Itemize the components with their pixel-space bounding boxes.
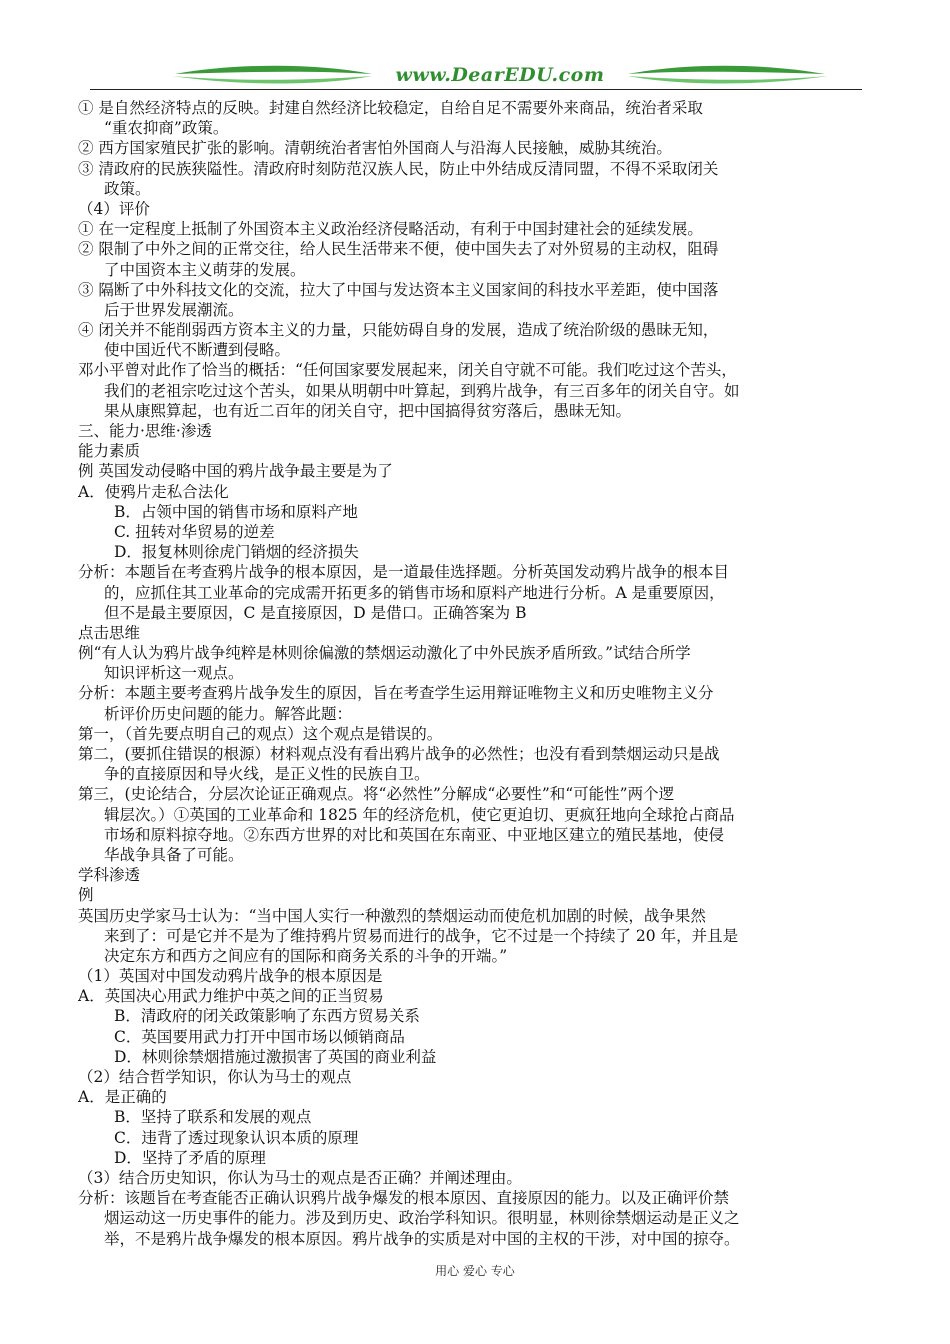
text-line: 果从康熙算起，也有近二百年的闭关自守，把中国搞得贫穷落后，愚昧无知。: [104, 401, 632, 420]
text-line: 第一，（首先要点明自己的观点）这个观点是错误的。: [78, 724, 443, 743]
page-footer: 用心 爱心 专心: [435, 1264, 515, 1278]
text-line: 使中国近代不断遭到侵略。: [104, 341, 291, 360]
text-line: 决定东方和西方之间应有的国际和商务关系的斗争的开端。”: [104, 946, 508, 965]
text-line: 知识评析这一观点。: [104, 664, 244, 683]
option-line: C．英国要用武力打开中国市场以倾销商品: [114, 1027, 405, 1046]
text-line: 分析：本题主要考查鸦片战争发生的原因，旨在考查学生运用辩证唯物主义和历史唯物主义分: [78, 684, 714, 703]
text-line: 第三，(史论结合，分层次论证正确观点。将“必然性”分解成“必要性”和“可能性”两个逻: [78, 785, 675, 804]
question-stem: （1）英国对中国发动鸦片战争的根本原因是: [78, 967, 383, 986]
text-line: 的，应抓住其工业革命的完成需开拓更多的销售市场和原料产地进行分析。A 是重要原因，: [104, 583, 725, 602]
text-line: 后于世界发展潮流。: [104, 300, 244, 319]
text-line: ① 在一定程度上抵制了外国资本主义政治经济侵略活动，有利于中国封建社会的延续发展。: [78, 220, 703, 239]
text-line: 举，不是鸦片战争爆发的根本原因。鸦片战争的实质是对中国的主权的干涉，对中国的掠夺。: [104, 1229, 740, 1248]
text-line: 英国历史学家马士认为：“当中国人实行一种激烈的禁烟运动而使危机加剧的时候，战争果然: [78, 906, 706, 925]
question-stem: （3）结合历史知识，你认为马士的观点是否正确？并阐述理由。: [78, 1168, 522, 1187]
text-line: 邓小平曾对此作了恰当的概括：“任何国家要发展起来，闭关自守就不可能。我们吃过这个苦头，: [78, 361, 737, 380]
text-line: 了中国资本主义萌芽的发展。: [104, 260, 306, 279]
text-line: 市场和原料掠夺地。②东西方世界的对比和英国在东南亚、中亚地区建立的殖民基地，使侵: [104, 825, 725, 844]
header-divider: [90, 89, 862, 90]
option-line: A．英国决心用武力维护中英之间的正当贸易: [78, 987, 384, 1006]
option-line: C. 扭转对华贸易的逆差: [114, 522, 275, 541]
site-brand: www.DearEDU.com: [395, 64, 605, 86]
option-line: A．使鸦片走私合法化: [78, 482, 229, 501]
option-line: B．占领中国的销售市场和原料产地: [114, 502, 358, 521]
text-line: 烟运动这一历史事件的能力。涉及到历史、政治学科知识。很明显，林则徐禁烟运动是正义之: [104, 1209, 740, 1228]
site-header-logo: [80, 56, 870, 96]
text-line: ② 限制了中外之间的正常交往，给人民生活带来不便，使中国失去了对外贸易的主动权，阻碍: [78, 240, 719, 259]
question-stem: 例“有人认为鸦片战争纯粹是林则徐偏激的禁烟运动激化了中外民族矛盾所致。”试结合所学: [78, 644, 691, 663]
section-heading: 三、能力·思维·渗透: [78, 422, 212, 440]
question-stem: 例 英国发动侵略中国的鸦片战争最主要是为了: [78, 462, 393, 481]
text-line: 分析：本题旨在考查鸦片战争的根本原因，是一道最佳选择题。分析英国发动鸦片战争的根本目: [78, 563, 730, 582]
text-line: ③ 隔断了中外科技文化的交流，拉大了中国与发达资本主义国家间的科技水平差距，使中国落: [78, 280, 719, 299]
section-heading: （4）评价: [78, 199, 150, 218]
text-line: 例: [78, 886, 94, 905]
option-line: A．是正确的: [78, 1088, 167, 1107]
subsection-heading: 能力素质: [78, 442, 141, 461]
option-line: C．违背了透过现象认识本质的原理: [114, 1128, 359, 1147]
question-stem: （2）结合哲学知识，你认为马士的观点: [78, 1068, 352, 1086]
text-line: 我们的老祖宗吃过这个苦头，如果从明朝中叶算起，到鸦片战争，有三百多年的闭关自守。如: [104, 381, 740, 400]
subsection-heading: 学科渗透: [78, 866, 141, 885]
option-line: D．坚持了矛盾的原理: [114, 1148, 266, 1167]
text-line: ③ 清政府的民族狭隘性。清政府时刻防范汉族人民，防止中外结成反清同盟，不得不采取闭关: [78, 159, 719, 178]
option-line: D．林则徐禁烟措施过激损害了英国的商业利益: [114, 1047, 437, 1066]
text-line: “重农抑商”政策。: [104, 119, 229, 138]
text-line: 争的直接原因和导火线，是正义性的民族自卫。: [104, 765, 430, 784]
option-line: B．清政府的闭关政策影响了东西方贸易关系: [114, 1007, 420, 1026]
text-line: ① 是自然经济特点的反映。封建自然经济比较稳定，自给自足不需要外来商品，统治者采取: [78, 99, 703, 117]
text-line: 第二，(要抓住错误的根源）材料观点没有看出鸦片战争的必然性；也没有看到禁烟运动只是战: [78, 745, 720, 763]
text-line: 但不是最主要原因，C 是直接原因，D 是借口。正确答案为 B: [104, 603, 527, 622]
option-line: D．报复林则徐虎门销烟的经济损失: [114, 543, 359, 562]
text-line: ④ 闭关并不能削弱西方资本主义的力量，只能妨碍自身的发展，造成了统治阶级的愚昧无知，: [78, 321, 719, 340]
option-line: B．坚持了联系和发展的观点: [114, 1108, 312, 1127]
document-body: [78, 98, 868, 1249]
text-line: ② 西方国家殖民扩张的影响。清朝统治者害怕外国商人与沿海人民接触，威胁其统治。: [78, 139, 672, 158]
text-line: 析评价历史问题的能力。解答此题：: [104, 704, 353, 723]
text-line: 华战争具备了可能。: [104, 845, 244, 864]
subsection-heading: 点击思维: [78, 623, 141, 642]
text-line: 分析：该题旨在考查能否正确认识鸦片战争爆发的根本原因、直接原因的能力。以及正确评价禁: [78, 1189, 730, 1208]
text-line: 辑层次。）①英国的工业革命和 1825 年的经济危机，使它更迫切、更疯狂地向全球抢占商品: [104, 805, 735, 824]
text-line: 政策。: [104, 179, 151, 198]
text-line: 来到了：可是它并不是为了维持鸦片贸易而进行的战争，它不过是一个持续了 20 年，并且是: [104, 926, 739, 945]
